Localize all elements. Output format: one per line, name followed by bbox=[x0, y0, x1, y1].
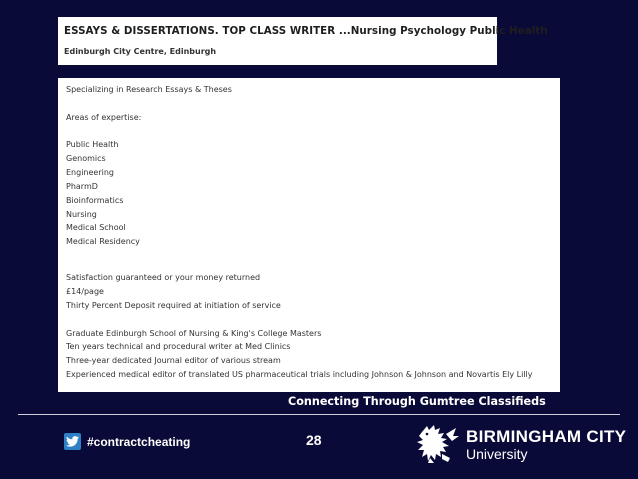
list-item: Medical Residency bbox=[66, 237, 140, 247]
ad-title[interactable]: ESSAYS & DISSERTATIONS. TOP CLASS WRITER ...Nursing Psychology Public Health bbox=[64, 25, 548, 37]
logo-title: BIRMINGHAM CITY bbox=[466, 426, 627, 446]
hashtag-text: #contractcheating bbox=[87, 434, 191, 449]
footer-hashtag bbox=[64, 433, 190, 450]
logo-subtitle: University bbox=[466, 445, 528, 462]
expertise-heading: Areas of expertise: bbox=[66, 112, 142, 122]
list-item: Medical School bbox=[66, 223, 126, 233]
list-item: Nursing bbox=[66, 209, 97, 219]
footer-divider bbox=[18, 414, 620, 415]
twitter-bird-icon bbox=[64, 433, 81, 450]
price-line: £14/page bbox=[66, 286, 104, 296]
ad-location: Edinburgh City Centre, Edinburgh bbox=[64, 47, 217, 56]
list-item: Bioinformatics bbox=[66, 195, 124, 205]
list-item: Public Health bbox=[66, 140, 119, 150]
terms-line: Thirty Percent Deposit required at initiation of service bbox=[66, 300, 281, 310]
ad-description bbox=[58, 78, 560, 392]
list-item: Engineering bbox=[66, 168, 114, 178]
credential-line: Graduate Edinburgh School of Nursing & King's College Masters bbox=[66, 328, 322, 338]
university-logo bbox=[416, 424, 626, 464]
list-item: PharmD bbox=[66, 181, 98, 191]
credential-line: Ten years technical and procedural writer at Med Clinics bbox=[66, 342, 291, 352]
slide-caption: Connecting Through Gumtree Classifieds bbox=[288, 395, 546, 408]
ad-intro: Specializing in Research Essays & Theses bbox=[66, 85, 232, 94]
griffin-crest-icon bbox=[416, 424, 460, 464]
list-item: Genomics bbox=[66, 154, 106, 164]
terms-line: Satisfaction guaranteed or your money returned bbox=[66, 273, 261, 283]
credential-line: Three-year dedicated Journal editor of various stream bbox=[66, 356, 281, 366]
ad-header bbox=[58, 17, 548, 65]
page-number: 28 bbox=[306, 432, 322, 448]
credential-line: Experienced medical editor of translated US pharmaceutical trials including Johnson & Johnson and Novartis Ely Lilly bbox=[66, 370, 533, 380]
